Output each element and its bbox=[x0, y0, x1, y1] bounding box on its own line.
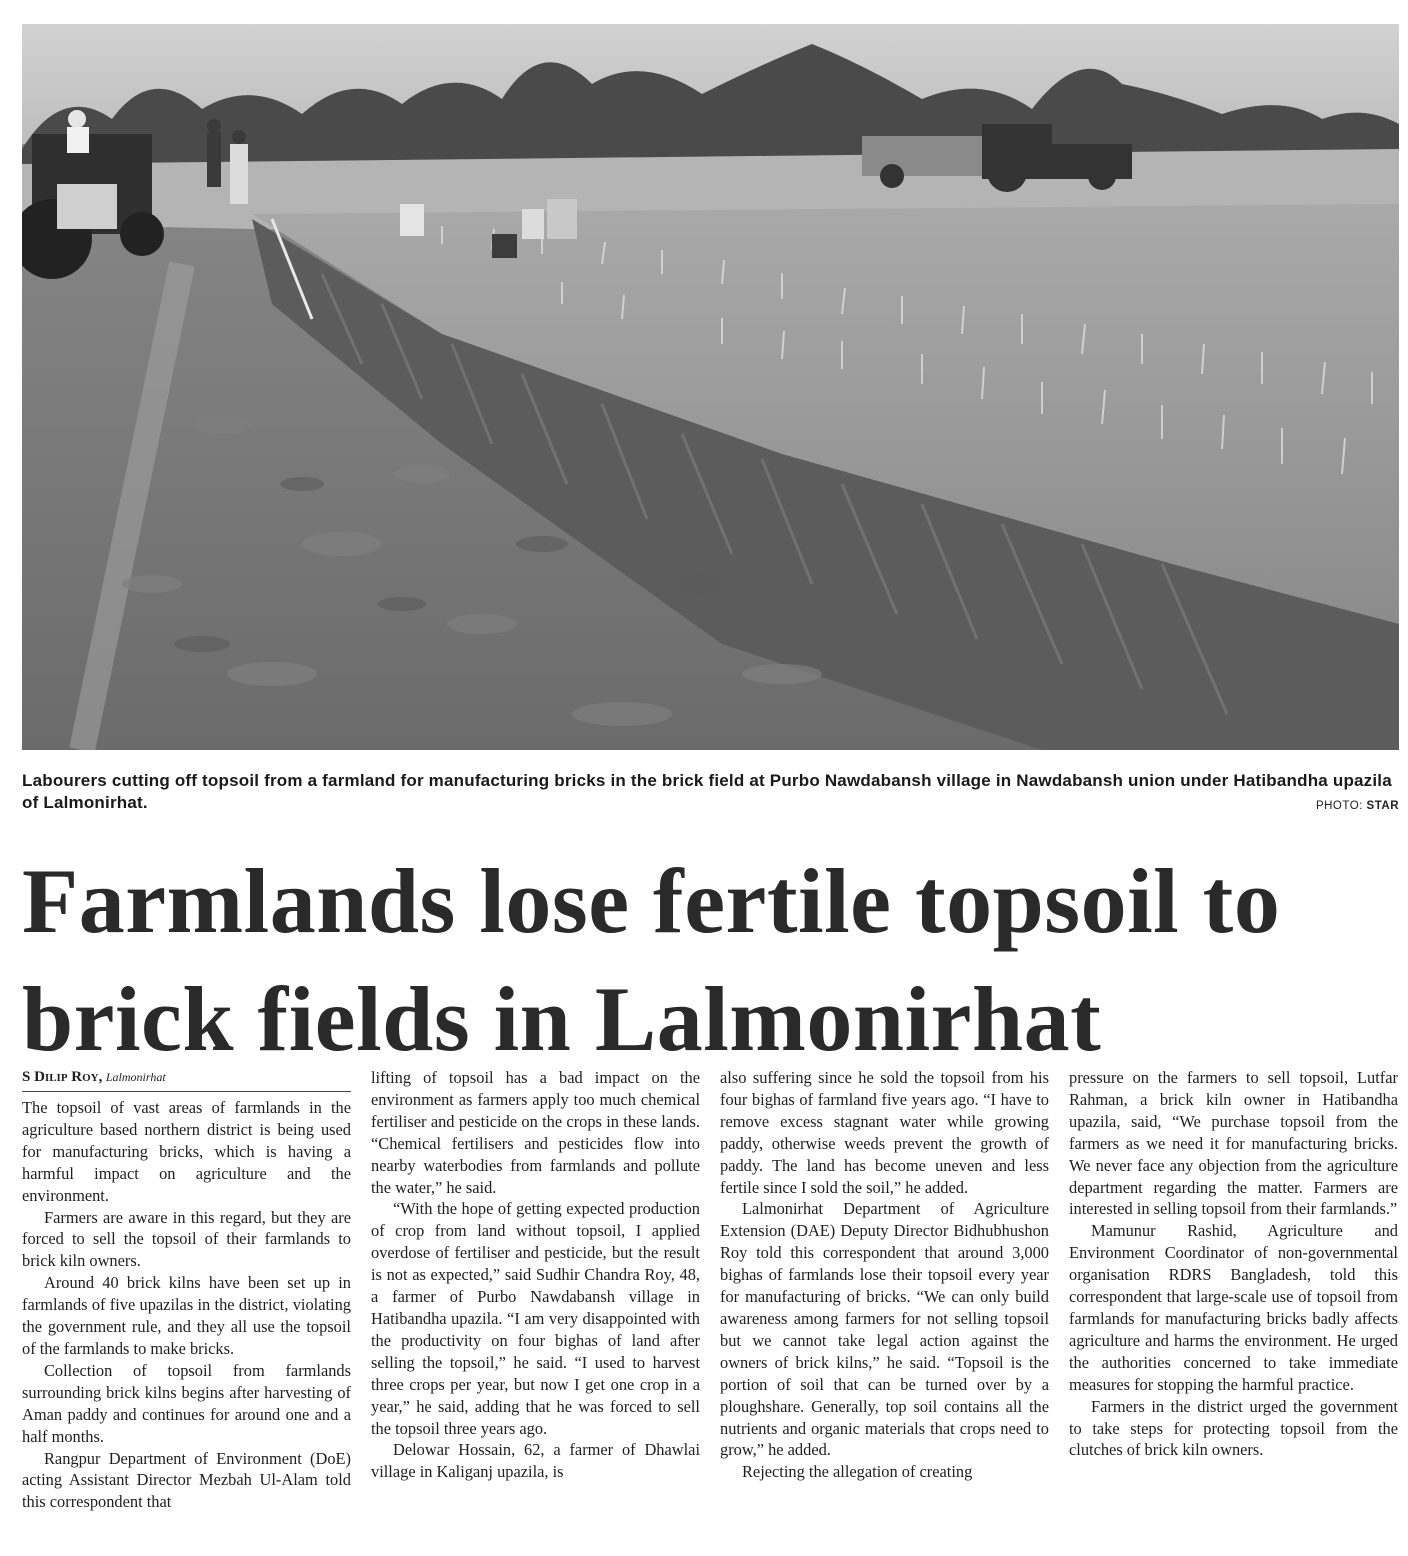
paragraph: Farmers in the district urged the government to take steps for protecting topsoil from the clutches of brick kiln owners. bbox=[1069, 1396, 1398, 1460]
paragraph: Rangpur Department of Environment (DoE) acting Assistant Director Mezbah Ul-Alam told this correspondent that bbox=[22, 1448, 351, 1512]
article-column-4 bbox=[1069, 1067, 1398, 1547]
article-column-3 bbox=[720, 1067, 1049, 1547]
paragraph: The topsoil of vast areas of farmlands in the agriculture based northern district is being used for manufacturing bricks, which is having a harmful impact on agriculture and the environment. bbox=[22, 1098, 351, 1205]
paragraph: Lalmonirhat Department of Agriculture Extension (DAE) Deputy Director Bidhubhushon Roy told this correspondent that around 3,000 bighas of farmlands lose their topsoil every year for manufacturing of bricks. “We can only build awareness among farmers for not selling topsoil but we cannot take legal action against the owners of brick kilns,” he said. “Topsoil is the portion of soil that can be turned over by a ploughshare. Generally, top soil contains all the nutrients and organic materials that crops need to grow,” he added. bbox=[720, 1199, 1049, 1460]
article-column-1 bbox=[22, 1067, 351, 1547]
paragraph: Around 40 brick kilns have been set up in farmlands of five upazilas in the district, violating the government rule, and they all use the topsoil of the farmlands to make bricks. bbox=[22, 1273, 351, 1358]
paragraph: lifting of topsoil has a bad impact on the environment as farmers apply too much chemical fertiliser and pesticide on the crops in these lands. “Chemical fertilisers and pesticides flow into nearby waterbodies from farmlands and pollute the water,” he said. bbox=[371, 1068, 700, 1197]
photo-credit-source: STAR bbox=[1366, 800, 1399, 812]
paragraph: Mamunur Rashid, Agriculture and Environment Coordinator of non-governmental organisation RDRS Bangladesh, told this correspondent that large-scale use of topsoil from farmlands for manufacturing bricks badly affects agriculture and harms the environment. He urged the authorities concerned to take immediate measures for stopping the harmful practice. bbox=[1069, 1221, 1398, 1394]
headline: Farmlands lose fertile topsoil to brick fields in Lalmonirhat bbox=[22, 850, 1281, 1070]
byline bbox=[22, 1067, 351, 1092]
paragraph: Farmers are aware in this regard, but they are forced to sell the topsoil of their farmlands to brick kiln owners. bbox=[22, 1207, 351, 1271]
news-photo bbox=[22, 24, 1399, 750]
article-body bbox=[22, 1067, 1399, 1547]
paragraph: also suffering since he sold the topsoil from his four bighas of farmland five years ago. “I have to remove excess stagnant water while growing paddy, otherwise weeds prevent the growth of paddy. The land has become uneven and less fertile since I sold the soil,” he added. bbox=[720, 1068, 1049, 1197]
paragraph: Rejecting the allegation of creating bbox=[742, 1462, 973, 1482]
farmland-photo-illustration bbox=[22, 24, 1399, 750]
article-column-2 bbox=[371, 1067, 700, 1547]
photo-credit-label: PHOTO: bbox=[1315, 800, 1363, 812]
byline-author: S Dilip Roy, bbox=[22, 1069, 103, 1085]
paragraph: “With the hope of getting expected production of crop from land without topsoil, I applied overdose of fertiliser and pesticide, but the result is not as expected,” said Sudhir Chandra Roy, 48, a farmer of Purbo Nawdabansh village in Hatibandha upazila. “I am very disappointed with the productivity on four bighas of land after selling the topsoil,” he said. “I used to harvest three crops per year, but now I get one crop in a year,” he said, adding that he was forced to sell the topsoil three years ago. bbox=[371, 1199, 700, 1438]
photo-caption: Labourers cutting off topsoil from a farmland for manufacturing bricks in the brick field at Purbo Nawdabansh village in Nawdabansh union under Hatibandha upazila of Lalmonirhat. bbox=[22, 771, 1392, 812]
byline-location: Lalmonirhat bbox=[105, 1070, 166, 1084]
paragraph: Delowar Hossain, 62, a farmer of Dhawlai village in Kaliganj upazila, is bbox=[371, 1440, 700, 1482]
paragraph: pressure on the farmers to sell topsoil, Lutfar Rahman, a brick kiln owner in Hatibandha upazila, said, “We purchase topsoil from the farmers as we need it for manufacturing bricks. We never face any objection from the agriculture department regarding the matter. Farmers are interested in selling topsoil from their farmlands.” bbox=[1069, 1068, 1398, 1219]
paragraph: Collection of topsoil from farmlands surrounding brick kilns begins after harvesting of Aman paddy and continues for around one and a half months. bbox=[22, 1360, 351, 1446]
photo-credit bbox=[1316, 800, 1399, 812]
